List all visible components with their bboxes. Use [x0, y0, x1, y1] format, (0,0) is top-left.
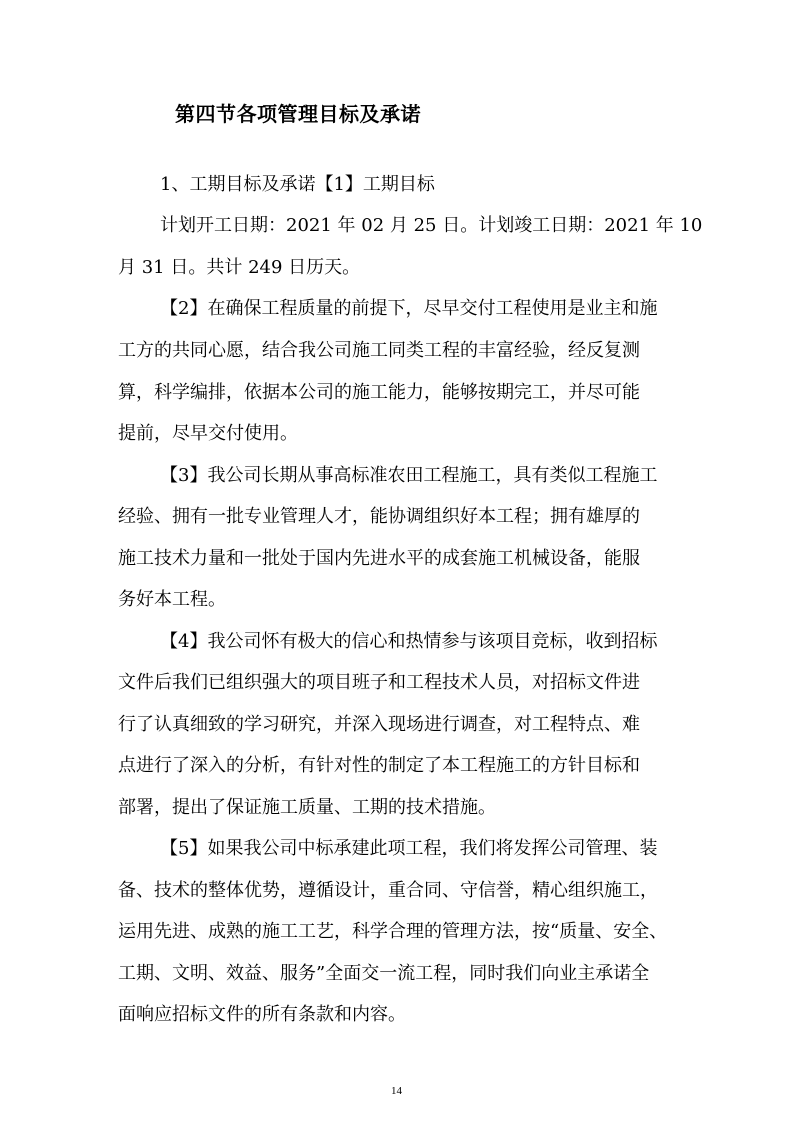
paragraph-5-line: 工期、文明、效益、服务”全面交一流工程，同时我们向业主承诺全: [118, 963, 650, 984]
paragraph-2-line: 提前，尽早交付使用。: [118, 423, 298, 444]
paragraph-4-line: 文件后我们已组织强大的项目班子和工程技术人员，对招标文件进: [118, 672, 640, 693]
schedule-line: 计划开工日期：2021 年 02 月 25 日。计划竣工日期：2021 年 10: [160, 215, 703, 236]
paragraph-2-line: 【2】在确保工程质量的前提下，尽早交付工程使用是业主和施: [160, 298, 658, 319]
paragraph-2-line: 算，科学编排，依据本公司的施工能力，能够按期完工，并尽可能: [118, 382, 640, 403]
paragraph-4-line: 部署，提出了保证施工质量、工期的技术措施。: [118, 797, 496, 818]
paragraph-4-line: 【4】我公司怀有极大的信心和热情参与该项目竞标，收到招标: [160, 631, 658, 652]
page-number: 14: [391, 1085, 402, 1097]
schedule-line: 月 31 日。共计 249 日历天。: [118, 257, 361, 278]
paragraph-5-line: 运用先进、成熟的施工工艺，科学合理的管理方法，按“质量、安全、: [118, 921, 668, 942]
paragraph-5-line: 备、技术的整体优势，遵循设计，重合同、守信誉，精心组织施工，: [118, 880, 658, 901]
paragraph-4-line: 行了认真细致的学习研究，并深入现场进行调查，对工程特点、难: [118, 714, 640, 735]
paragraph-3-line: 经验、拥有一批专业管理人才，能协调组织好本工程；拥有雄厚的: [118, 506, 640, 527]
paragraph-2-line: 工方的共同心愿，结合我公司施工同类工程的丰富经验，经反复测: [118, 340, 640, 361]
paragraph-5-line: 面响应招标文件的所有条款和内容。: [118, 1004, 406, 1025]
paragraph-5-line: 【5】如果我公司中标承建此项工程，我们将发挥公司管理、装: [160, 838, 658, 859]
subsection-title: 1、工期目标及承诺【1】工期目标: [160, 174, 435, 195]
paragraph-3-line: 【3】我公司长期从事高标准农田工程施工，具有类似工程施工: [160, 465, 658, 486]
paragraph-4-line: 点进行了深入的分析，有针对性的制定了本工程施工的方针目标和: [118, 755, 640, 776]
paragraph-3-line: 务好本工程。: [118, 589, 226, 610]
section-heading: 第四节各项管理目标及承诺: [175, 102, 421, 126]
paragraph-3-line: 施工技术力量和一批处于国内先进水平的成套施工机械设备，能服: [118, 548, 640, 569]
